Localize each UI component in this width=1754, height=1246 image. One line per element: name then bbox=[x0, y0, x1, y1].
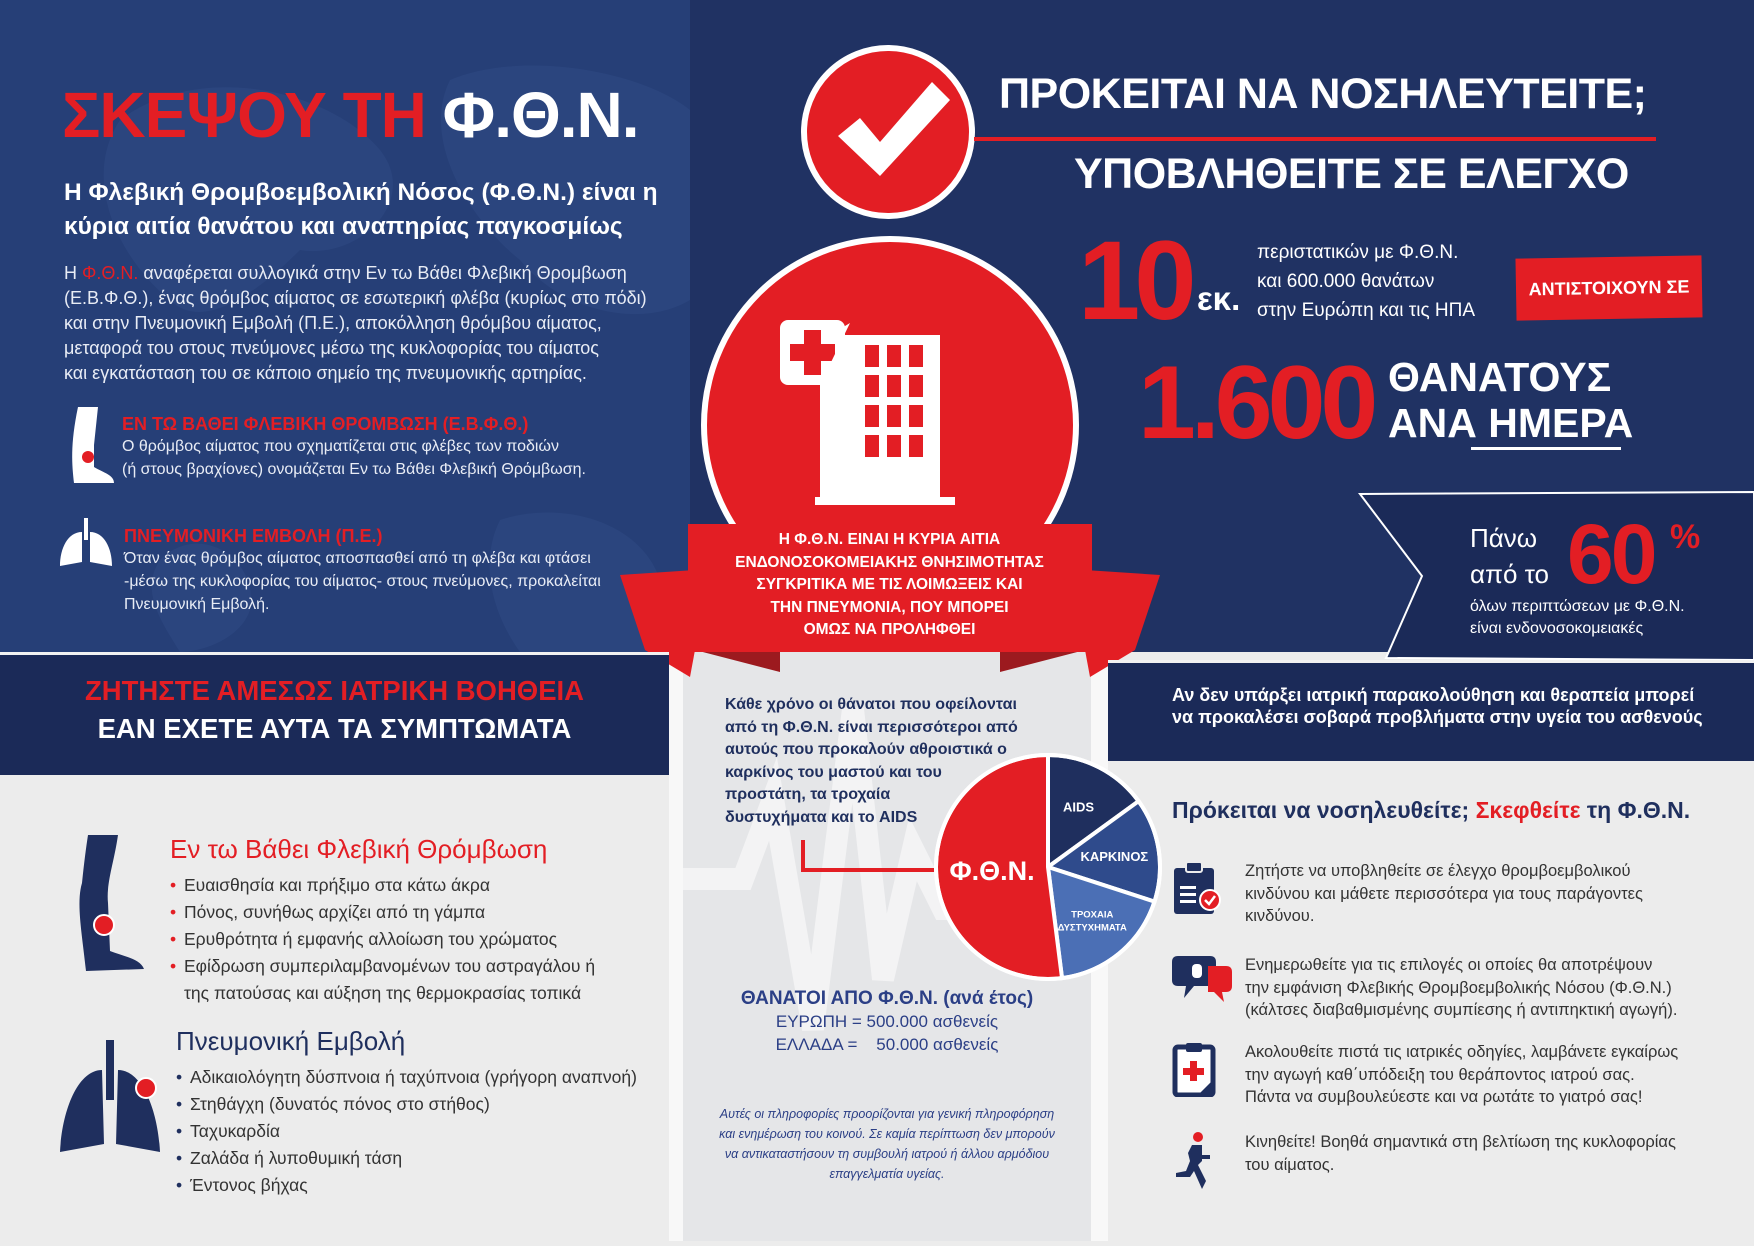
pe-symptoms-list bbox=[176, 1064, 637, 1199]
pe-info bbox=[124, 526, 601, 616]
pe-text-line: -μέσω της κυκλοφορίας του αίματος- στους πνεύμονες, προκαλείται bbox=[124, 573, 601, 590]
intro-line: αναφέρεται συλλογικά στην Εν τω Βάθει Φλεβική Θρομβωση bbox=[138, 263, 627, 283]
comparison-line: αυτούς που προκαλούν αθροιστικά ο bbox=[725, 741, 1007, 758]
intro-highlight: Φ.Θ.Ν. bbox=[82, 263, 139, 283]
subtitle-line: Η Φλεβική Θρομβοεμβολική Νόσος (Φ.Θ.Ν.) είναι η bbox=[64, 179, 658, 206]
intro-line: και εγκατάσταση του σε κάποιο σημείο της πνευμονικής αρτηρίας. bbox=[64, 363, 587, 383]
title-red-part: ΣΚΕΨΟΥ ΤΗ bbox=[62, 79, 426, 151]
deaths-europe: ΕΥΡΩΠΗ = 500.000 ασθενείς bbox=[775, 1012, 999, 1031]
advice-text bbox=[1245, 860, 1643, 928]
pe-text-line: Όταν ένας θρόμβος αίματος αποσπασθεί από τη φλέβα και φτάσει bbox=[124, 550, 591, 567]
advice-heading bbox=[1172, 797, 1690, 824]
ribbon-line: Η Φ.Θ.Ν. ΕΙΝΑΙ Η ΚΥΡΙΑ ΑΙΤΙΑ bbox=[778, 531, 1001, 548]
annual-deaths bbox=[683, 987, 1091, 1056]
pie-connector-line bbox=[803, 840, 940, 870]
ribbon-line: ΣΥΓΚΡΙΤΙΚΑ ΜΕ ΤΙΣ ΛΟΙΜΩΞΕΙΣ ΚΑΙ bbox=[756, 576, 1023, 593]
symptom-item: • Ζαλάδα ή λυποθυμική τάση bbox=[176, 1145, 637, 1172]
percentage-desc-line: όλων περιπτώσεων με Φ.Θ.Ν. bbox=[1470, 598, 1685, 615]
dvt-text-line: Ο θρόμβος αίματος που σχηματίζεται στις φλέβες των ποδιών bbox=[122, 438, 559, 455]
title-white-part: Φ.Θ.Ν. bbox=[442, 79, 639, 151]
leg-icon bbox=[64, 405, 116, 487]
deaths-line: ΘΑΝΑΤΟΥΣ bbox=[1388, 354, 1612, 400]
advice-text bbox=[1245, 1131, 1676, 1176]
dvt-info bbox=[122, 414, 586, 481]
pe-heading: ΠΝΕΥΜΟΝΙΚΗ ΕΜΒΟΛΗ (Π.Ε.) bbox=[124, 526, 383, 546]
disclaimer-line: να αντικαταστήσουν τη συμβουλή ιατρού ή άλλου αρμόδιου bbox=[724, 1147, 1050, 1161]
over-text bbox=[1470, 520, 1549, 592]
pe-text-line: Πνευμονική Εμβολή. bbox=[124, 596, 270, 613]
deaths-greece: ΕΛΛΑΔΑ = 50.000 ασθενείς bbox=[775, 1035, 999, 1054]
over-line: από το bbox=[1470, 559, 1550, 589]
symptom-item: • Ερυθρότητα ή εμφανής αλλοίωση του χρώματος bbox=[170, 926, 595, 953]
correspond-badge: ΑΝΤΙΣΤΟΙΧΟΥΝ ΣΕ bbox=[1515, 255, 1702, 320]
warning-line: να προκαλέσει σοβαρά προβλήματα στην υγεία του ασθενούς bbox=[1172, 707, 1703, 727]
advice-heading-b: Σκεφθείτε bbox=[1475, 797, 1581, 823]
percentage-sign: % bbox=[1670, 518, 1701, 556]
intro-line: και στην Πνευμονική Εμβολή (Π.Ε.), αποκόλληση θρόμβου αίματος, bbox=[64, 313, 602, 333]
ribbon-line: ΤΗΝ ΠΝΕΥΜΟΝΙΑ, ΠΟΥ ΜΠΟΡΕΙ bbox=[770, 598, 1009, 616]
pie-label: ΔΥΣΤΥΧΗΜΑΤΑ bbox=[1057, 922, 1127, 934]
advice-heading-a: Πρόκειται να νοσηλευθείτε; bbox=[1172, 797, 1476, 823]
symptom-item: • Εφίδρωση συμπεριλαμβανομένων του αστραγάλου ή της πατούσας και αύξηση της θερμοκρασίας τοπικά bbox=[170, 953, 595, 1007]
ribbon-text bbox=[688, 529, 1091, 642]
dvt-symptoms-list bbox=[170, 872, 595, 1007]
column-divider bbox=[669, 652, 683, 1241]
pie-label: ΤΡΟΧΑΙΑ bbox=[1071, 909, 1114, 921]
pie-label: AIDS bbox=[1062, 799, 1095, 815]
page-title bbox=[62, 78, 639, 152]
advice-line: Ζητήστε να υποβληθείτε σε έλεγχο θρομβοεμβολικού bbox=[1245, 862, 1631, 880]
symptoms-band-text bbox=[0, 672, 669, 748]
cases-stat-text bbox=[1257, 238, 1475, 325]
symptom-item: • Στηθάγχη (δυνατός πόνος στο στήθος) bbox=[176, 1091, 637, 1118]
running-person-icon bbox=[1172, 1131, 1218, 1193]
advice-line: κινδύνου και μάθετε περισσότερα για τους παράγοντες bbox=[1245, 884, 1643, 903]
deaths-line-b: ΗΜΕΡΑ bbox=[1488, 400, 1634, 446]
pe-symptoms-heading: Πνευμονική Εμβολή bbox=[176, 1026, 406, 1056]
daily-deaths-label bbox=[1388, 354, 1633, 446]
cases-stat-line: στην Ευρώπη και τις ΗΠΑ bbox=[1257, 300, 1475, 321]
advice-line: την εμφάνιση Φλεβικής Θρομβοεμβολικής Νόσου (Φ.Θ.Ν.) bbox=[1245, 978, 1672, 997]
pie-label: ΚΑΡΚΙΝΟΣ bbox=[1080, 849, 1149, 865]
subtitle bbox=[64, 176, 658, 244]
advice-line: του αίματος. bbox=[1245, 1155, 1335, 1174]
symptom-item: • Έντονος βήχας bbox=[176, 1172, 637, 1199]
subtitle-line: κύρια αιτία θανάτου και αναπηρίας παγκοσμίως bbox=[64, 213, 623, 240]
comparison-line: δυστυχήματα και το AIDS bbox=[725, 808, 918, 826]
lungs-icon bbox=[58, 1040, 162, 1158]
intro-paragraph bbox=[64, 261, 647, 386]
daily-deaths-number: 1.600 bbox=[1138, 345, 1374, 461]
percentage-desc-line: είναι ενδονοσοκομειακές bbox=[1470, 620, 1644, 637]
checkmark-icon bbox=[800, 44, 976, 220]
clipboard-check-icon bbox=[1172, 860, 1224, 916]
advice-line: Πάντα να συμβουλεύεστε και να ρωτάτε το γιατρό σας! bbox=[1245, 1088, 1643, 1106]
symptom-item: • Αδικαιολόγητη δύσπνοια ή ταχύπνοια (γρήγορη αναπνοή) bbox=[176, 1064, 637, 1091]
medical-clipboard-icon bbox=[1172, 1041, 1218, 1097]
advice-heading-c: τη Φ.Θ.Ν. bbox=[1580, 797, 1691, 823]
percentage-description bbox=[1470, 596, 1685, 640]
over-line: Πάνω bbox=[1470, 523, 1538, 553]
advice-line: Κινηθείτε! Βοηθά σημαντικά στη βελτίωση της κυκλοφορίας bbox=[1245, 1133, 1676, 1151]
disclaimer-line: και ενημέρωση του κοινού. Σε καμία περίπτωση δεν μπορούν bbox=[719, 1127, 1055, 1141]
advice-text bbox=[1245, 954, 1677, 1022]
deaths-line-a: ΑΝΑ bbox=[1388, 400, 1489, 446]
lungs-icon bbox=[58, 518, 114, 570]
advice-text bbox=[1245, 1041, 1678, 1109]
disclaimer-line: Αυτές οι πληροφορίες προορίζονται για γενική πληροφόρηση bbox=[719, 1107, 1055, 1121]
symptom-item: • Πόνος, συνήθως αρχίζει από τη γάμπα bbox=[170, 899, 595, 926]
comparison-line: προστάτη, τα τροχαία bbox=[725, 786, 891, 803]
cases-stat-line: και 600.000 θανάτων bbox=[1257, 271, 1435, 292]
ribbon-line: ΟΜΩΣ ΝΑ ΠΡΟΛΗΦΘΕΙ bbox=[803, 621, 976, 638]
headline-get-checked: ΥΠΟΒΛΗΘΕΙΤΕ ΣΕ ΕΛΕΓΧΟ bbox=[1074, 150, 1629, 198]
comparison-line: Κάθε χρόνο οι θάνατοι που οφείλονται bbox=[725, 696, 1017, 713]
speech-bubbles-icon bbox=[1172, 954, 1232, 1004]
underline bbox=[1471, 447, 1621, 450]
advice-line: Ακολουθείτε πιστά τις ιατρικές οδηγίες, λαμβάνετε εγκαίρως bbox=[1245, 1043, 1679, 1061]
symptom-item: • Ταχυκαρδία bbox=[176, 1118, 637, 1145]
warning-line: Αν δεν υπάρξει ιατρική παρακολούθηση και θεραπεία μπορεί bbox=[1172, 685, 1695, 705]
dvt-symptoms-heading: Εν τω Βάθει Φλεβική Θρόμβωση bbox=[170, 834, 548, 864]
percentage-value: 60 bbox=[1567, 507, 1655, 601]
intro-line: (Ε.Β.Φ.Θ.), ένας θρόμβος αίματος σε εσωτερική φλέβα (κυρίως στο πόδι) bbox=[64, 288, 647, 308]
leg-icon bbox=[76, 833, 146, 975]
advice-line: την αγωγή καθ΄υπόδειξη του θεράποντος ιατρού σας. bbox=[1245, 1065, 1635, 1084]
advice-line: Ενημερωθείτε για τις επιλογές οι οποίες θα αποτρέψουν bbox=[1245, 956, 1653, 974]
dvt-text-line: (ή στους βραχίονες) ονομάζεται Εν τω Βάθει Φλεβική Θρόμβωση. bbox=[122, 461, 586, 478]
comparison-line: από τη Φ.Θ.Ν. είναι περισσότεροι από bbox=[725, 718, 1018, 736]
cases-stat-line: περιστατικών με Φ.Θ.Ν. bbox=[1257, 242, 1459, 263]
disclaimer-line: επαγγελματία υγείας. bbox=[829, 1167, 945, 1181]
headline-divider bbox=[974, 137, 1656, 141]
ribbon-line: ΕΝΔΟΝΟΣΟΚΟΜΕΙΑΚΗΣ ΘΝΗΣΙΜΟΤΗΤΑΣ bbox=[735, 553, 1044, 571]
seek-help-text: ΖΗΤΗΣΤΕ ΑΜΕΣΩΣ ΙΑΤΡΙΚΗ ΒΟΗΘΕΙΑ bbox=[84, 675, 585, 706]
symptom-item: • Ευαισθησία και πρήξιμο στα κάτω άκρα bbox=[170, 872, 595, 899]
intro-prefix: Η bbox=[64, 263, 82, 283]
pie-label: Φ.Θ.Ν. bbox=[949, 855, 1035, 886]
disclaimer bbox=[700, 1104, 1074, 1184]
cases-stat-number: 10 bbox=[1078, 218, 1191, 343]
dvt-heading: ΕΝ ΤΩ ΒΑΘΕΙ ΦΛΕΒΙΚΗ ΘΡΟΜΒΩΣΗ (Ε.Β.Φ.Θ.) bbox=[122, 414, 529, 434]
headline-hospitalized: ΠΡΟΚΕΙΤΑΙ ΝΑ ΝΟΣΗΛΕΥΤΕΙΤΕ; bbox=[999, 70, 1647, 118]
advice-line: (κάλτσες διαβαθμισμένης συμπίεσης ή αντιπηκτική αγωγή). bbox=[1245, 1001, 1678, 1019]
warning-text bbox=[1172, 684, 1703, 728]
intro-line: μεταφορά του στους πνεύμονες μέσω της κυκλοφορίας του αίματος bbox=[64, 338, 599, 358]
annual-deaths-title: ΘΑΝΑΤΟΙ ΑΠΟ Φ.Θ.Ν. (ανά έτος) bbox=[740, 988, 1034, 1009]
cases-stat-unit: εκ. bbox=[1197, 280, 1241, 317]
pie-chart bbox=[790, 740, 1170, 990]
advice-line: κινδύνου. bbox=[1245, 907, 1315, 925]
comparison-line: καρκίνος του μαστού και του bbox=[725, 763, 942, 781]
if-symptoms-text: ΕΑΝ ΕΧΕΤΕ ΑΥΤΑ ΤΑ ΣΥΜΠΤΩΜΑΤΑ bbox=[97, 713, 572, 744]
